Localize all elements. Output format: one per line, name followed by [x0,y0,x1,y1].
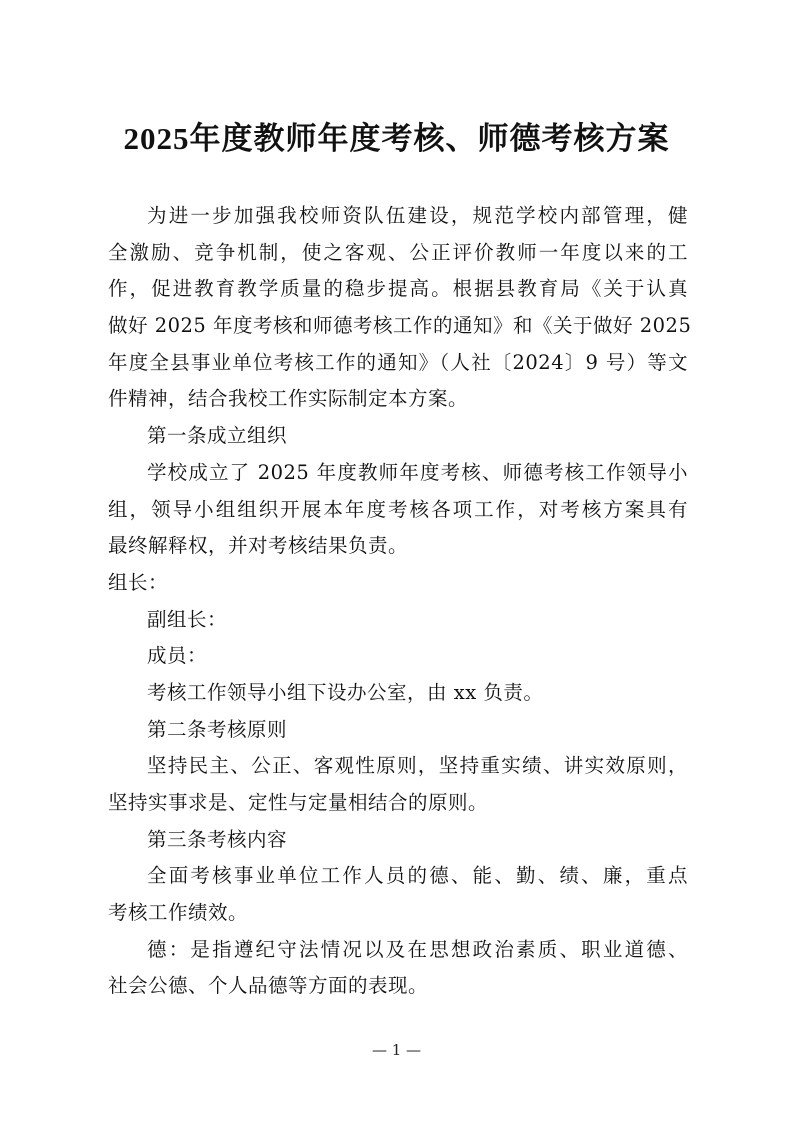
paragraph-line: 年度全县事业单位考核工作的通知》（人社〔2024〕9 号）等文 [108,350,688,374]
document-body [108,198,692,1005]
paragraph-line: 考核工作绩效。 [108,901,249,925]
deputy-leader-label: 副组长： [147,607,228,631]
paragraph-line: 社会公德、个人品德等方面的表现。 [108,974,429,998]
paragraph-line: 考核工作领导小组下设办公室，由 xx 负责。 [147,680,544,704]
section-heading: 第一条成立组织 [147,424,288,448]
section-heading: 第三条考核内容 [147,827,288,851]
section-heading: 第二条考核原则 [147,717,288,741]
paragraph-line: 为进一步加强我校师资队伍建设，规范学校内部管理，健 [147,204,688,227]
paragraph-line: 做好 2025 年度考核和师德考核工作的通知》和《关于做好 2025 [108,314,692,338]
paragraph-line: 件精神，结合我校工作实际制定本方案。 [108,387,469,411]
group-leader-label: 组长： [108,570,169,594]
paragraph-line: 德：是指遵纪守法情况以及在思想政治素质、职业道德、 [147,937,688,961]
paragraph-line: 全面考核事业单位工作人员的德、能、勤、绩、廉，重点 [147,864,688,888]
paragraph-line: 最终解释权，并对考核结果负责。 [108,534,409,558]
page-number: — 1 — [371,1041,422,1059]
paragraph-line: 组，领导小组组织开展本年度考核各项工作，对考核方案具有 [108,497,688,521]
members-label: 成员： [147,644,208,668]
paragraph-line: 作，促进教育教学质量的稳步提高。根据县教育局《关于认真 [108,277,688,301]
paragraph-line: 坚持实事求是、定性与定量相结合的原则。 [108,791,489,814]
paragraph-line: 坚持民主、公正、客观性原则，坚持重实绩、讲实效原则， [147,754,688,778]
paragraph-line: 全激励、竞争机制，使之客观、公正评价教师一年度以来的工 [108,240,688,264]
document-title: 2025年度教师年度考核、师德考核方案 [123,121,670,156]
paragraph-line: 学校成立了 2025 年度教师年度考核、师德考核工作领导小 [147,460,688,484]
